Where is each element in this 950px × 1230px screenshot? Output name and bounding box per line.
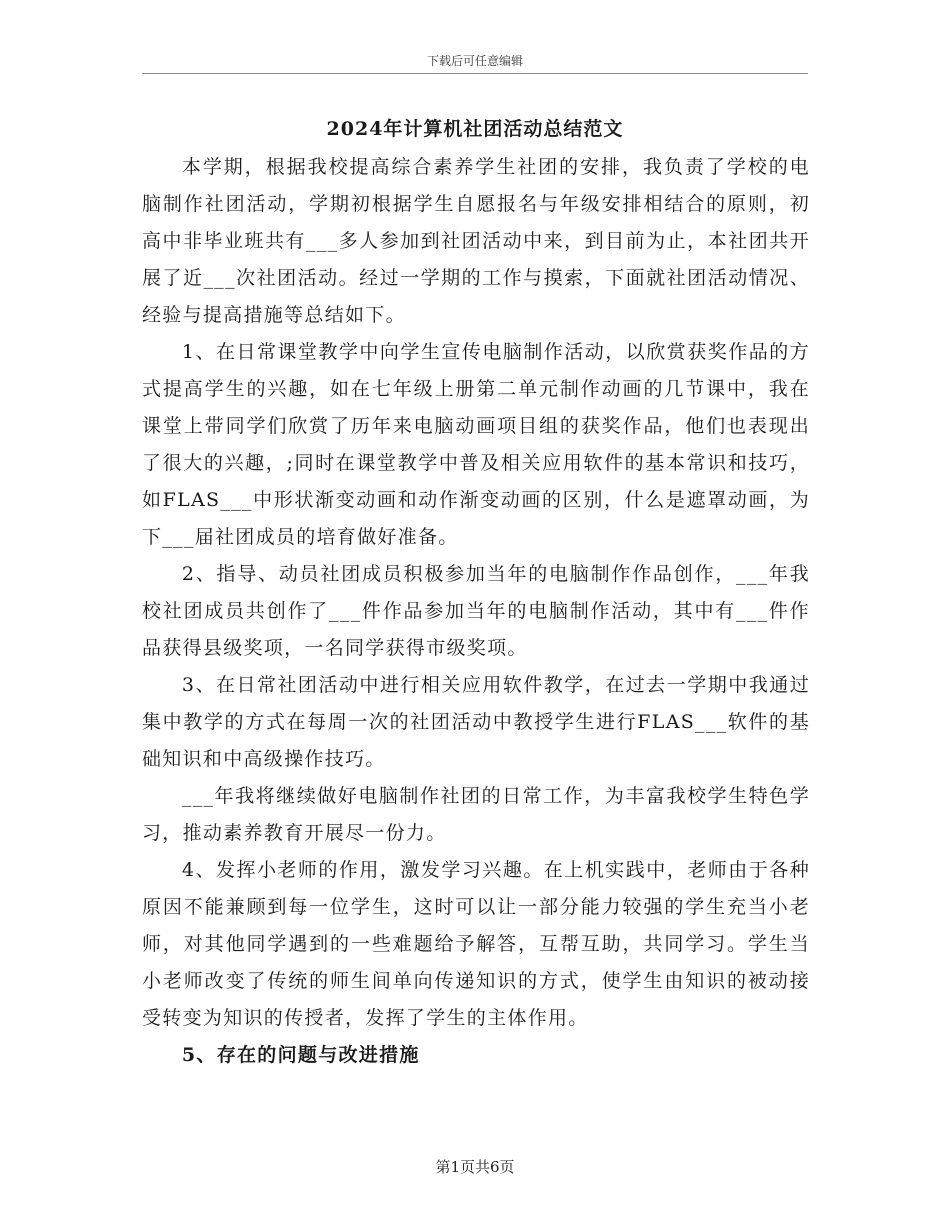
paragraph-item-1: 1、在日常课堂教学中向学生宣传电脑制作活动，以欣赏获奖作品的方式提高学生的兴趣，如在七年级上册第二单元制作动画的几节课中，我在课堂上带同学们欣赏了历年来电脑动画项目组的获奖作品，他们也表现出了很大的兴趣，;同时在课堂教学中普及相关应用软件的基本常识和技巧，如FLAS___中形状渐变动画和动作渐变动画的区别，什么是遮罩动画，为下___届社团成员的培育做好准备。 [142,341,810,548]
paragraph-plan: ___年我将继续做好电脑制作社团的日常工作，为丰富我校学生特色学习，推动素养教育开展尽一份力。 [142,785,810,844]
page-header: 下载后可任意编辑 [426,54,523,68]
page-footer: 第1页共6页 [435,1158,515,1176]
paragraph-intro: 本学期，根据我校提高综合素养学生社团的安排，我负责了学校的电脑制作社团活动，学期初根据学生自愿报名与年级安排相结合的原则，初高中非毕业班共有___多人参加到社团活动中来，到目前为止，本社团共开展了近___次社团活动。经过一学期的工作与摸索，下面就社团活动情况、经验与提高措施等总结如下。 [142,156,810,326]
document-title: 2024年计算机社团活动总结范文 [326,118,624,140]
paragraph-item-4: 4、发挥小老师的作用，激发学习兴趣。在上机实践中，老师由于各种原因不能兼顾到每一位学生，这时可以让一部分能力较强的学生充当小老师，对其他同学遇到的一些难题给予解答，互帮互助，共同学习。学生当小老师改变了传统的师生间单向传递知识的方式，使学生由知识的被动接受转变为知识的传授者，发挥了学生的主体作用。 [142,859,810,1029]
header-divider [142,73,808,74]
document-body [142,149,810,1074]
paragraph-item-2: 2、指导、动员社团成员积极参加当年的电脑制作作品创作，___年我校社团成员共创作了___件作品参加当年的电脑制作活动，其中有___件作品获得县级奖项，一名同学获得市级奖项。 [142,563,810,659]
section-heading: 5、存在的问题与改进措施 [181,1044,420,1066]
paragraph-item-3: 3、在日常社团活动中进行相关应用软件教学，在过去一学期中我通过集中教学的方式在每周一次的社团活动中教授学生进行FLAS___软件的基础知识和中高级操作技巧。 [142,674,810,770]
